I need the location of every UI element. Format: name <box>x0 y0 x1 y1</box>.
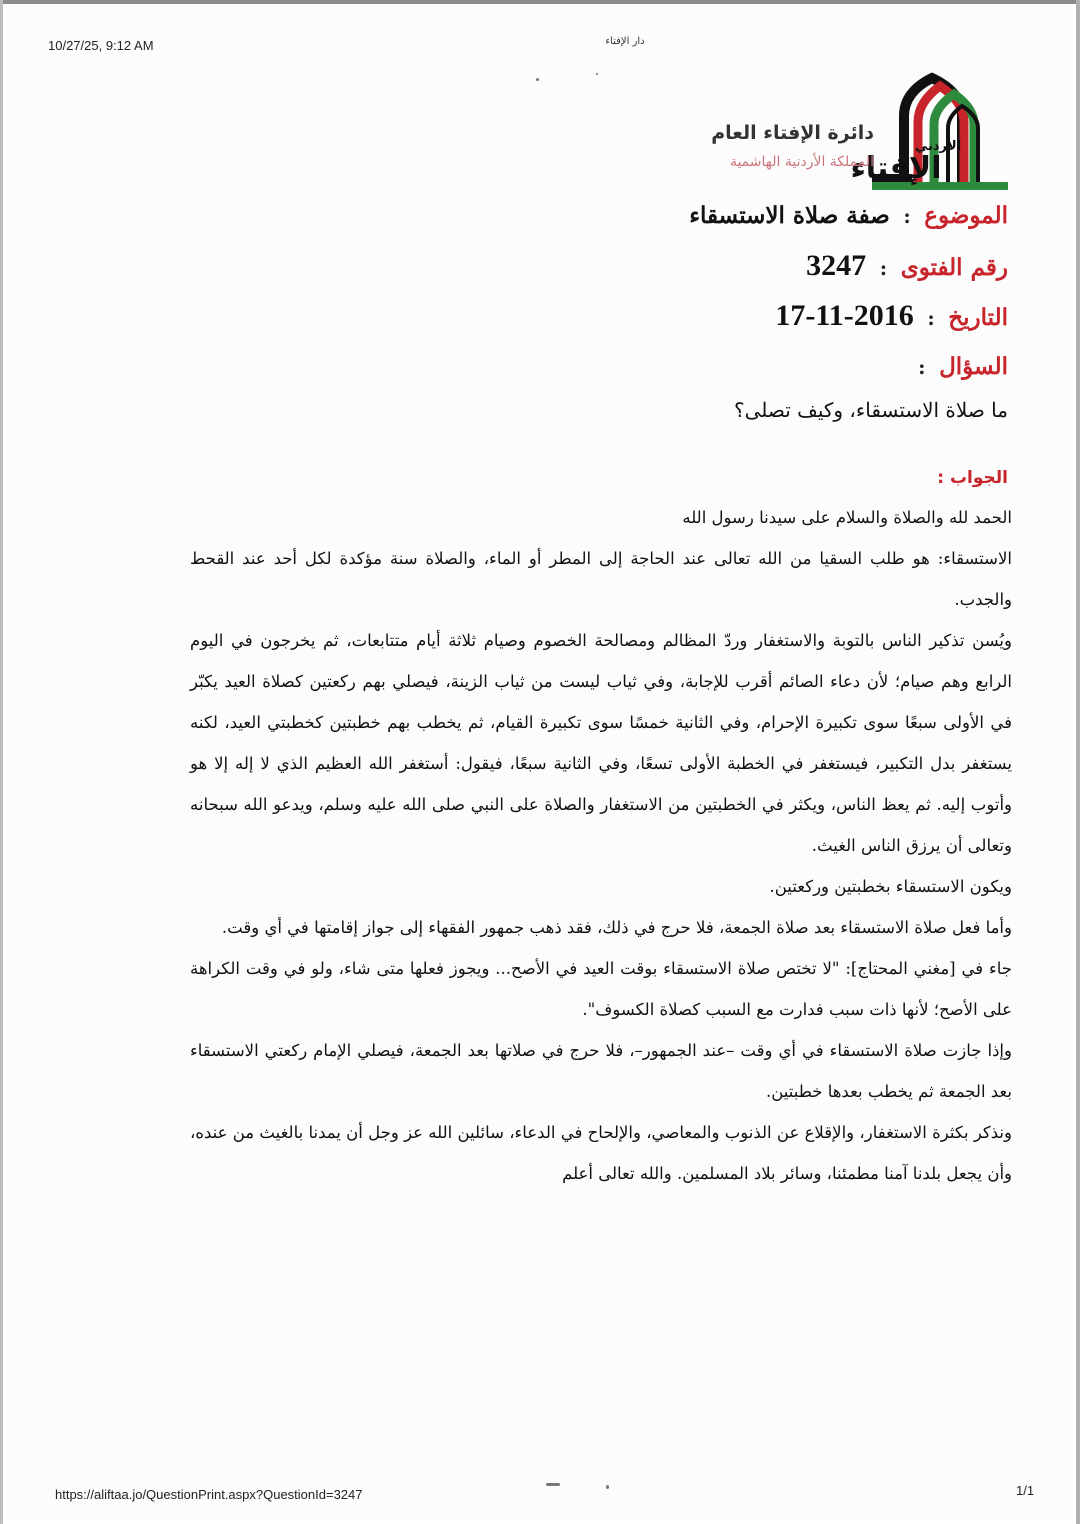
org-name: دائرة الإفتاء العام <box>711 122 874 144</box>
subject-value: صفة صلاة الاستسقاء <box>689 202 890 229</box>
print-site-title: دار الإفتاء <box>605 36 645 47</box>
answer-label: الجواب : <box>937 468 1008 488</box>
question-text: ما صلاة الاستسقاء، وكيف تصلى؟ <box>733 398 1008 422</box>
answer-paragraph: وأما فعل صلاة الاستسقاء بعد صلاة الجمعة، فلا حرج في ذلك، فقد ذهب جمهور الفقهاء إلى جواز إقامتها في أي وقت. <box>221 918 1012 937</box>
separator: : <box>918 355 926 379</box>
iftaa-logo <box>850 70 1012 196</box>
answer-paragraph: ويُسن تذكير الناس بالتوبة والاستغفار وردّ المظالم ومصالحة الخصوم وصيام ثلاثة أيام متتابعات، ثم يخرجون في اليوم الرابع وهم صيام؛ لأن دعاء الصائم أقرب للإجابة، وفي ثياب ليست من ثياب الزينة، فيصلي بهم ركعتين كصلاة العيد يكبّر في الأولى سبعًا سوى تكبيرة الإحرام، وفي الثانية خمسًا سوى تكبيرة القيام، ثم يخطب بهم خطبتين كخطبتي العيد، لكنه يستغفر بدل التكبير، فيستغفر في الخطبة الأولى تسعًا، وفي الثانية سبعًا، فيقول: أستغفر الله العظيم الذي لا إله إلا هو وأتوب إليه. ثم يعظ الناس، ويكثر في الخطبتين من الاستغفار والصلاة على النبي صلى الله عليه وسلم، ويدعو الله سبحانه وتعالى أن يرزق الناس الغيث. <box>190 631 1012 855</box>
screenshot-right-border <box>1076 0 1080 1524</box>
scan-speck <box>546 1483 560 1486</box>
print-url: https://aliftaa.jo/QuestionPrint.aspx?QuestionId=3247 <box>55 1487 363 1502</box>
org-country: المملكة الأردنية الهاشمية <box>729 154 874 170</box>
separator: : <box>879 256 888 280</box>
separator: : <box>903 204 911 228</box>
separator: : <box>927 306 935 330</box>
fatwa-number-value: 3247 <box>806 249 867 282</box>
date-row <box>775 299 1008 333</box>
logo-subtext: الأردني <box>914 139 962 154</box>
scan-speck <box>606 1485 609 1489</box>
fatwa-number-row <box>806 249 1008 283</box>
answer-paragraph: وإذا جازت صلاة الاستسقاء في أي وقت –عند الجمهور–، فلا حرج في صلاتها بعد الجمعة، فيصلي الإمام ركعتي الاستسقاء بعد الجمعة ثم يخطب بعدها خطبتين. <box>190 1041 1012 1101</box>
date-value: 2016-11-17 <box>775 299 914 332</box>
answer-paragraph: ويكون الاستسقاء بخطبتين وركعتين. <box>769 877 1012 896</box>
fatwa-number-label: رقم الفتوى <box>900 254 1008 281</box>
answer-body <box>190 497 1012 1194</box>
print-datetime: 10/27/25, 9:12 AM <box>48 38 154 53</box>
answer-paragraph: الحمد لله والصلاة والسلام على سيدنا رسول الله <box>682 508 1012 527</box>
answer-paragraph: ونذكر بكثرة الاستغفار، والإقلاع عن الذنوب والمعاصي، والإلحاح في الدعاء، سائلين الله عز وجل أن يمدنا بالغيث من عنده، وأن يجعل بلدنا آمنا مطمئنا، وسائر بلاد المسلمين. والله تعالى أعلم <box>190 1123 1012 1183</box>
scan-speck <box>596 73 598 75</box>
screenshot-left-border <box>0 0 3 1524</box>
subject-row <box>689 202 1008 229</box>
logo-text: الإفتاء <box>850 151 942 186</box>
subject-label: الموضوع <box>924 202 1008 229</box>
answer-paragraph: جاء في [مغني المحتاج]: "لا تختص صلاة الاستسقاء بوقت العيد في الأصح... ويجوز فعلها متى شاء، ولو في وقت الكراهة على الأصح؛ لأنها ذات سبب فدارت مع السبب كصلاة الكسوف". <box>190 959 1012 1019</box>
question-label-row <box>910 353 1008 380</box>
date-label: التاريخ <box>948 304 1008 331</box>
print-page-counter: 1/1 <box>1016 1483 1035 1498</box>
question-label: السؤال <box>939 353 1008 380</box>
answer-paragraph: الاستسقاء: هو طلب السقيا من الله تعالى عند الحاجة إلى المطر أو الماء، والصلاة سنة مؤكدة لكل أحد عند القحط والجدب. <box>190 549 1012 609</box>
scan-speck <box>536 78 539 81</box>
